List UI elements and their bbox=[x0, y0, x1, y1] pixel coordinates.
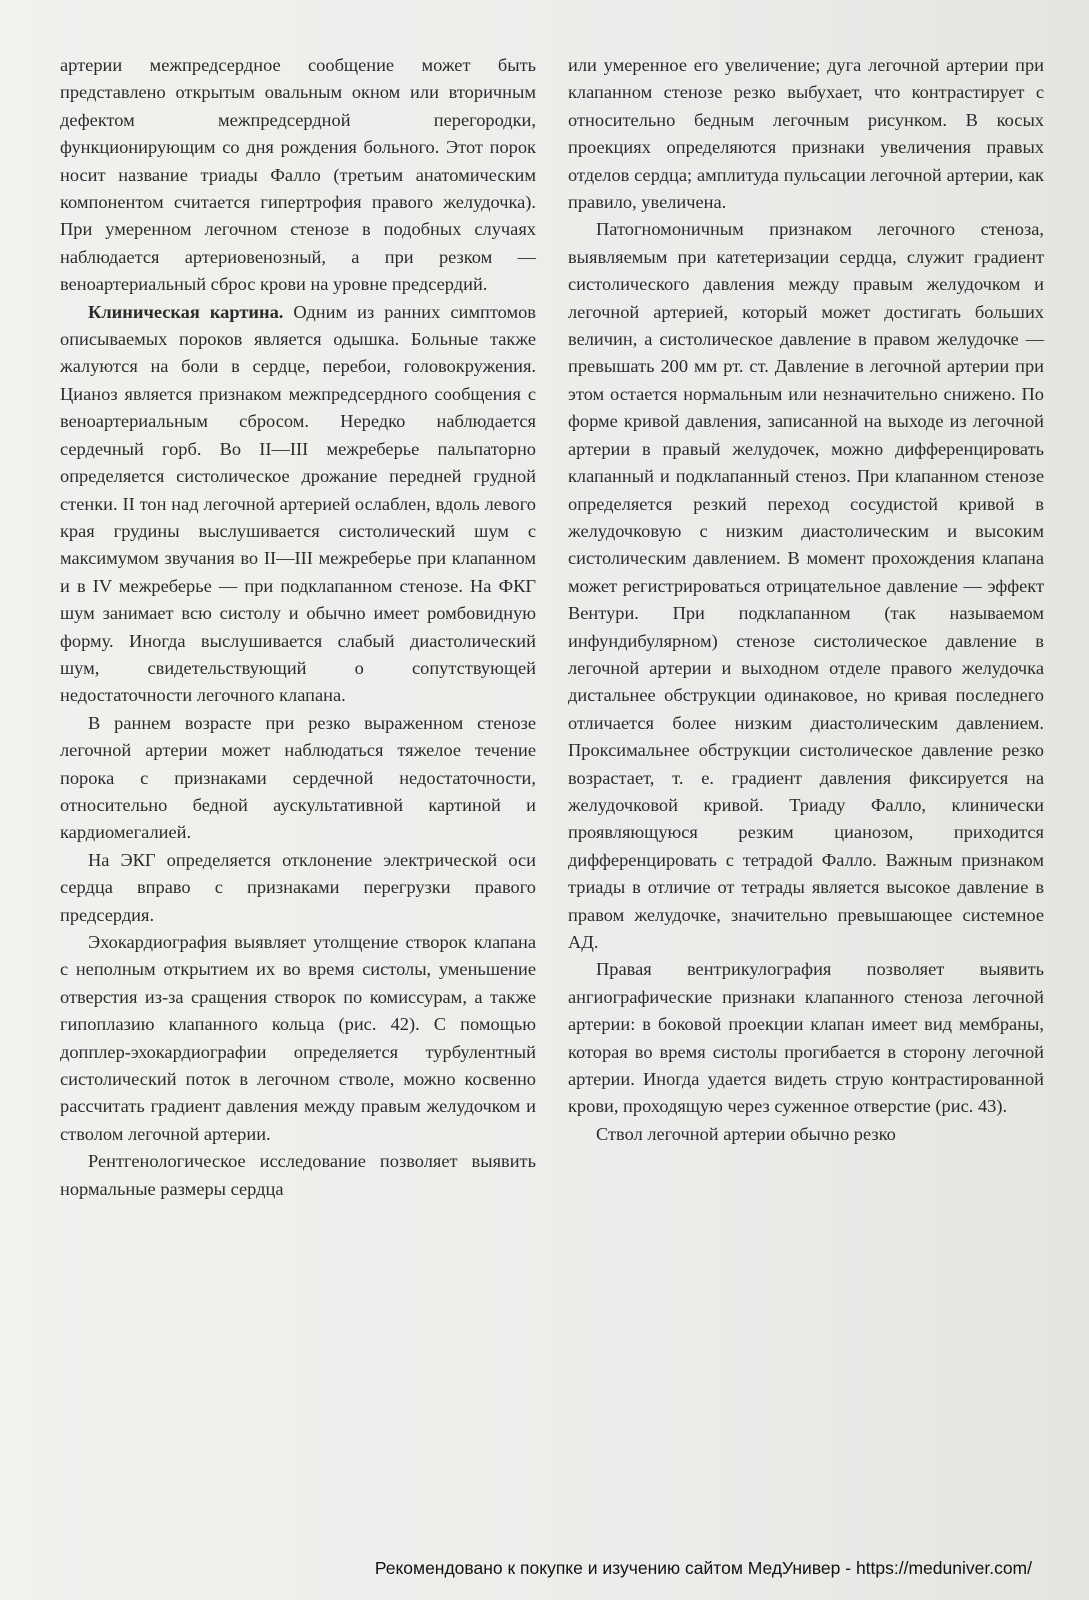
paragraph: В раннем возрасте при резко выраженном стенозе легочной артерии может наблюдаться тяжелое течение порока с признаками сердечной недостаточности, относительно бедной аускультативной картиной и кардиомегалией. bbox=[60, 712, 536, 843]
paragraph: На ЭКГ определяется отклонение электрической оси сердца вправо с признаками перегрузки правого предсердия. bbox=[60, 849, 536, 925]
section-heading: Клиническая картина. bbox=[88, 301, 284, 322]
paragraph: Ствол легочной артерии обычно резко bbox=[596, 1123, 896, 1144]
paragraph: Эхокардиография выявляет утолщение створок клапана с неполным открытием их во время систолы, уменьшение отверстия из-за сращения створок по комиссурам, а также гипоплазию клапанного кольца (рис. 42). С помощью допплер-эхокардиографии определяется турбулентный систолический поток в легочном стволе, можно косвенно рассчитать градиент давления между правым желудочком и стволом легочной артерии. bbox=[60, 932, 536, 1144]
paragraph: артерии межпредсердное сообщение может быть представлено открытым овальным окном или вторичным дефектом межпредсердной перегородки, функционирующим со дня рождения больного. Этот порок носит название триады Фалло (третьим анатомическим компонентом считается гипертрофия правого желудочка). При умеренном легочном стенозе в подобных случаях наблюдается артериовенозный, а при резком — веноартериальный сброс крови на уровне предсердий. bbox=[60, 55, 536, 295]
left-column bbox=[60, 52, 536, 1203]
paragraph: Правая вентрикулография позволяет выявить ангиографические признаки клапанного стеноза легочной артерии: в боковой проекции клапан имеет вид мембраны, которая во время систолы прогибается в сторону легочной артерии. Иногда удается видеть струю контрастированной крови, проходящую через суженное отверстие (рис. 43). bbox=[568, 959, 1044, 1117]
paragraph: или умеренное его увеличение; дуга легочной артерии при клапанном стенозе резко выбухает, что контрастирует с относительно бедным легочным рисунком. В косых проекциях определяются признаки увеличения правых отделов сердца; амплитуда пульсации легочной артерии, как правило, увеличена. bbox=[568, 55, 1044, 213]
paragraph-clinical-picture bbox=[60, 299, 536, 710]
paragraph: Патогномоничным признаком легочного стеноза, выявляемым при катетеризации сердца, служит градиент систолического давления между правым желудочком и легочной артерией, который может достигать больших величин, а систолическое давление в правом желудочке — превышать 200 мм рт. ст. Давление в легочной артерии при этом остается нормальным или незначительно снижено. По форме кривой давления, записанной на выходе из легочной артерии в правый желудочек, можно дифференцировать клапанный и подклапанный стеноз. При клапанном стенозе определяется резкий переход сосудистой кривой в желудочковую с низким диастолическим и высоким систолическим давлением. В момент прохождения клапана может регистрироваться отрицательное давление — эффект Вентури. При подклапанном (так называемом инфундибулярном) стенозе систолическое давление в легочной артерии и выходном отделе правого желудочка дистальнее обструкции одинаковое, но кривая последнего отличается более низким диастолическим давлением. Проксимальнее обструкции систолическое давление резко возрастает, т. е. градиент давления фиксируется на желудочковой кривой. Триаду Фалло, клинически проявляющуюся резким цианозом, приходится дифференцировать с тетрадой Фалло. Важным признаком триады в отличие от тетрады является высокое давление в правом желудочке, значительно превышающее системное АД. bbox=[568, 219, 1044, 952]
paragraph: Рентгенологическое исследование позволяет выявить нормальные размеры сердца bbox=[60, 1151, 536, 1199]
right-column bbox=[568, 52, 1044, 1148]
paragraph-text: Одним из ранних симптомов описываемых пороков является одышка. Больные также жалуются на боли в сердце, перебои, головокружения. Цианоз является признаком межпредсердного сообщения с веноартериальным сбросом. Нередко наблюдается сердечный горб. Во II—III межреберье пальпаторно определяется систолическое дрожание передней грудной стенки. II тон над легочной артерией ослаблен, вдоль левого края грудины выслушивается систолический шум с максимумом звучания во II—III межреберье при клапанном и в IV межреберье — при подклапанном стенозе. На ФКГ шум занимает всю систолу и обычно имеет ромбовидную форму. Иногда выслушивается слабый диастолический шум, свидетельствующий о сопутствующей недостаточности легочного клапана. bbox=[60, 301, 536, 706]
footer-recommendation: Рекомендовано к покупке и изучению сайтом МедУнивер - https://meduniver.com/ bbox=[374, 1558, 1032, 1578]
